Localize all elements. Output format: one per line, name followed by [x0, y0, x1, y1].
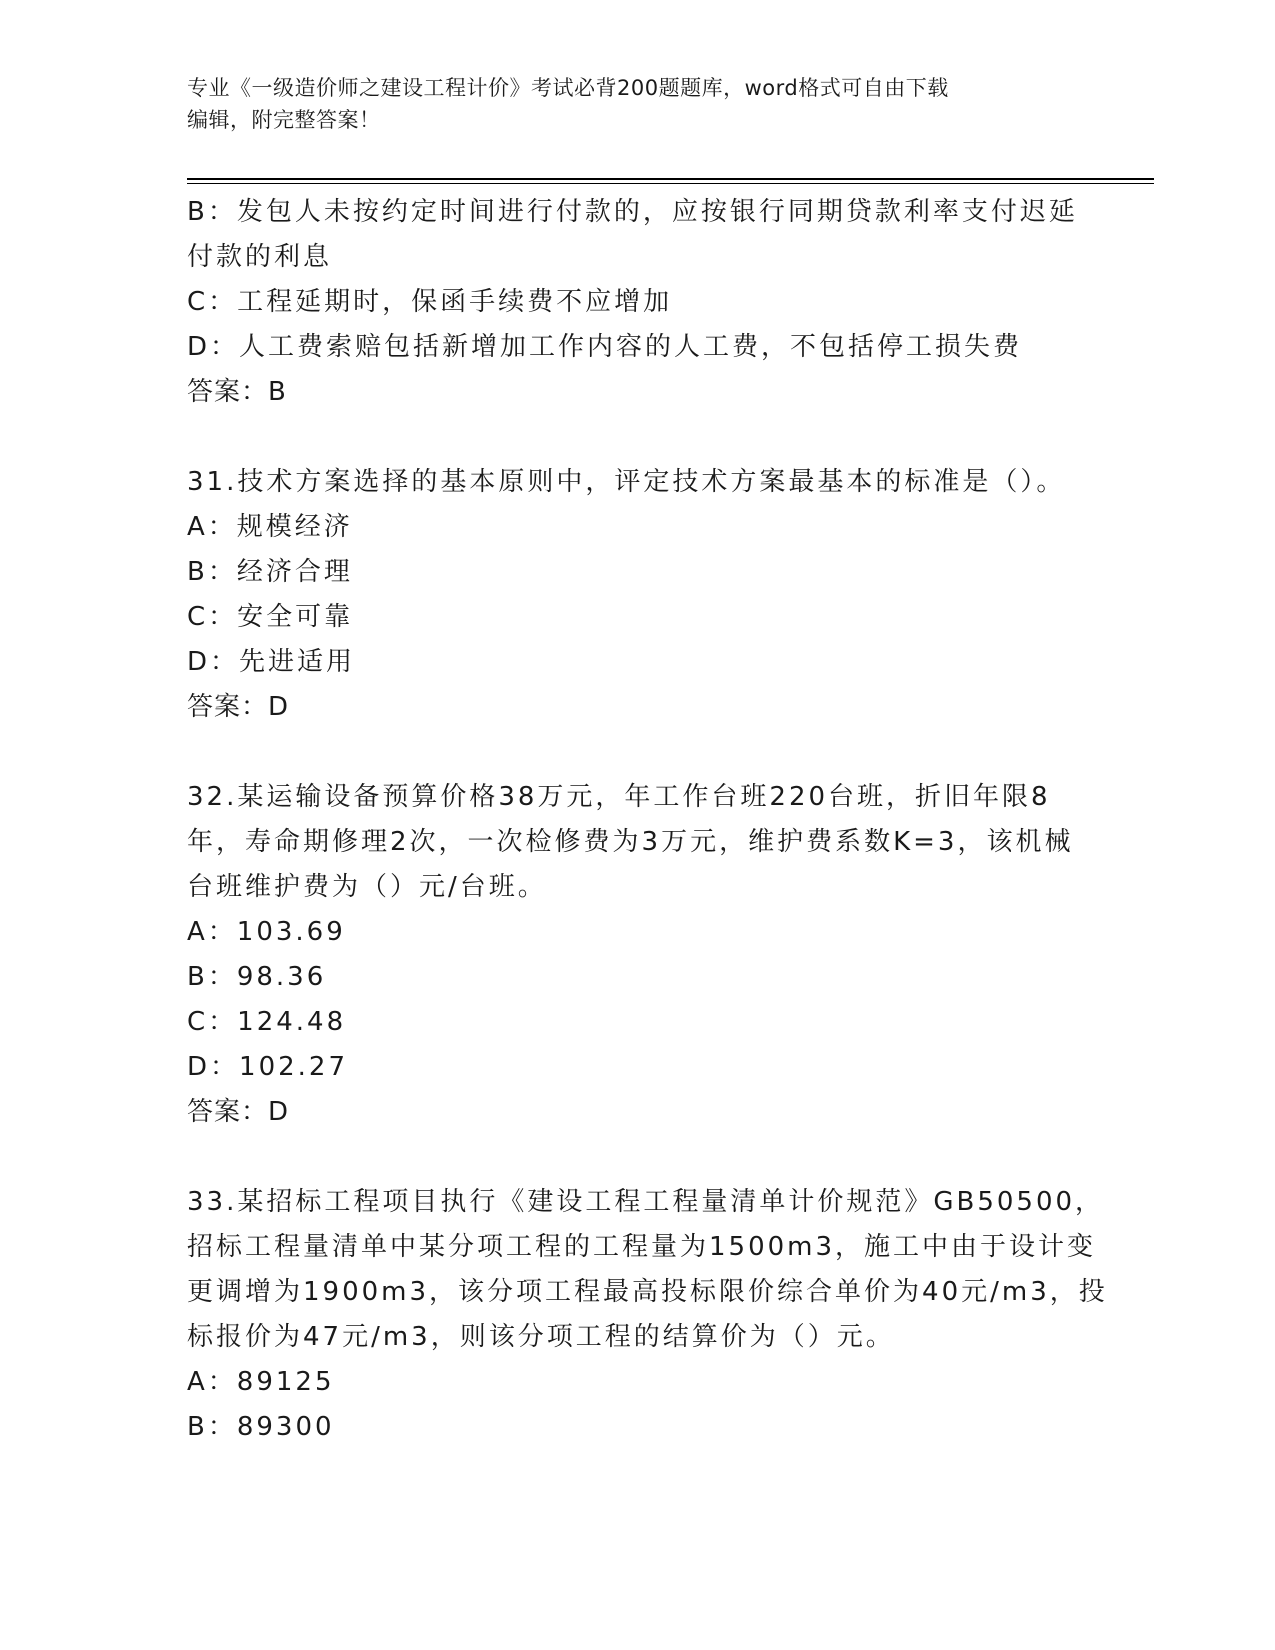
option-d: D：先进适用 — [187, 647, 356, 677]
option-b: B：经济合理 — [187, 557, 353, 587]
option-a: A：89125 — [187, 1367, 335, 1397]
answer: 答案：D — [187, 692, 290, 722]
question-32 — [187, 775, 1087, 1135]
question-31 — [187, 460, 1087, 730]
answer: 答案：B — [187, 377, 287, 407]
option-d: D：人工费索赔包括新增加工作内容的人工费，不包括停工损失费 — [187, 332, 1023, 362]
question-33 — [187, 1180, 1108, 1450]
option-c: C：安全可靠 — [187, 602, 354, 632]
answer: 答案：D — [187, 1097, 290, 1127]
option-b: B：98.36 — [187, 962, 327, 992]
question-stem-line-4: 标报价为47元/m3，则该分项工程的结算价为（）元。 — [187, 1322, 895, 1352]
document-header — [187, 72, 1067, 136]
option-c: C：124.48 — [187, 1007, 347, 1037]
question-stem-line-2: 年，寿命期修理2次，一次检修费为3万元，维护费系数K=3，该机械 — [187, 827, 1074, 857]
question-stem-line-1: 33.某招标工程项目执行《建设工程工程量清单计价规范》GB50500， — [187, 1187, 1105, 1217]
question-stem: 31.技术方案选择的基本原则中，评定技术方案最基本的标准是（）。 — [187, 467, 1066, 497]
option-d: D：102.27 — [187, 1052, 348, 1082]
question-content — [187, 190, 1108, 1450]
question-30-continued — [187, 190, 1087, 415]
header-line-1: 专业《一级造价师之建设工程计价》考试必背200题题库，word格式可自由下载 — [187, 76, 949, 100]
option-c: C：工程延期时，保函手续费不应增加 — [187, 287, 673, 317]
header-divider-thick — [187, 178, 1154, 180]
question-stem-line-1: 32.某运输设备预算价格38万元，年工作台班220台班，折旧年限8 — [187, 782, 1051, 812]
header-divider-thin — [187, 183, 1154, 184]
option-b-line-2: 付款的利息 — [187, 242, 333, 272]
option-a: A：规模经济 — [187, 512, 353, 542]
option-a: A：103.69 — [187, 917, 346, 947]
question-stem-line-3: 更调增为1900m3，该分项工程最高投标限价综合单价为40元/m3，投 — [187, 1277, 1108, 1307]
question-stem-line-2: 招标工程量清单中某分项工程的工程量为1500m3，施工中由于设计变 — [187, 1232, 1097, 1262]
question-stem-line-3: 台班维护费为（）元/台班。 — [187, 872, 547, 902]
option-b-line-1: B：发包人未按约定时间进行付款的，应按银行同期贷款利率支付迟延 — [187, 197, 1078, 227]
option-b: B：89300 — [187, 1412, 335, 1442]
spacer — [187, 730, 1087, 775]
spacer — [187, 1135, 1087, 1180]
header-line-2: 编辑，附完整答案！ — [187, 108, 381, 132]
spacer — [187, 415, 1087, 460]
